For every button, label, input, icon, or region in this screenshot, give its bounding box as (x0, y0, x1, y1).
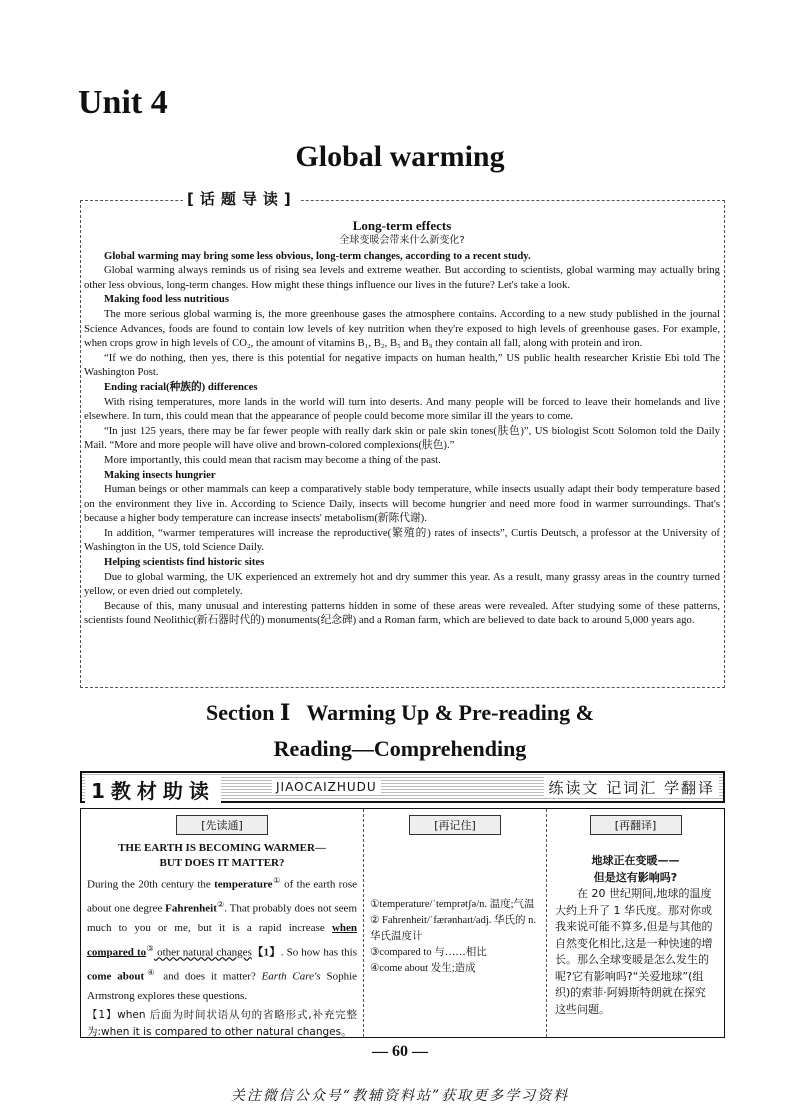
passage-text: of the earth rose about one degree (87, 878, 357, 915)
passage-title-line1: THE EARTH IS BECOMING WARMER— (118, 842, 326, 854)
passage-text: . So how has this (280, 946, 358, 959)
textbook-banner (80, 771, 725, 803)
vocab-item: ② Fahrenheit/ˈfærənhaɪt/adj. 华氏的 n. 华氏温度计 (370, 915, 537, 942)
grammar-note: 【1】when 后面为时间状语从句的省略形式,补充完整为:when it is compared to other natural changes。 (87, 1008, 357, 1038)
passage-italic: Earth Care's (261, 970, 321, 983)
main-title: Global warming (295, 140, 505, 173)
article-paragraph: Because of this, many unusual and interesting patterns hidden in some of these areas were revealed. After studying some of these patterns, scientists found Neolithic(新石器时代的) monuments(纪念碑) and a Roman farm, which are believed to date back to around 5,000 years ago. (84, 599, 720, 627)
banner-tagline: 练读文 记词汇 学翻译 (544, 777, 719, 798)
section-title-line1: Section Ⅰ Warming Up & Pre-reading & (206, 700, 594, 725)
article-heading: Making food less nutritious (104, 293, 230, 306)
footer-note: 关注微信公众号“教辅资料站”获取更多学习资料 (230, 1088, 570, 1104)
vocab-fahrenheit: Fahrenheit (165, 902, 217, 915)
article-paragraph: Global warming always reminds us of rising sea levels and extreme weather. But according to scientists, global warming may actually bring other less obvious, long-term changes. How might these things influence our lives in the future? Let's take a look. (84, 264, 720, 291)
passage-body: During the 20th century the temperature① of the earth rose about one degree Fahrenheit②. That probably does not seem much to you or me, but it is a rapid increase when compared to③ other natural changes【1】. So how has this come about④ and does it matter? Earth Care's Sophie Armstrong explores these questions. (87, 876, 358, 1003)
passage-text: Sophie Armstrong explores these questions. (87, 970, 358, 1003)
article-paragraph: “In just 125 years, there may be far fewer people with really dark skin or pale skin tones(肤色)”, US biologist Scott Solomon told the Daily Mail. “More and more people will have olive and brown-colored complexions(肤色).” (84, 424, 720, 452)
translation (547, 835, 724, 1018)
column-head-read: [先读通] (176, 815, 268, 835)
article-subtitle: 全球变暖会带来什么新变化? (339, 235, 465, 246)
unit-title: Unit 4 (78, 84, 168, 121)
vocab-item: ①temperature/ˈtemprətʃə/n. 温度;气温 (370, 899, 535, 910)
article-paragraph: “If we do nothing, then yes, there is this potential for negative impacts on human health,” US public health researcher Kristie Ebi told The Washington Post. (84, 351, 720, 379)
article-paragraph: More importantly, this could mean that racism may become a thing of the past. (104, 453, 441, 466)
passage-text: During the 20th century the (87, 878, 215, 891)
passage-text: and does it matter? (157, 970, 262, 983)
article-paragraph: With rising temperatures, more lands in the world will turn into deserts. And many people will be forced to leave their homelands and live elsewhere. In turn, this could mean that the appearance of people could become more similar ill the years to come. (84, 395, 720, 423)
reading-columns (80, 808, 725, 1038)
vocab-compared-to: when compared to (87, 922, 357, 959)
note-marker: 【1】 (251, 946, 281, 959)
translation-title-line1: 地球正在变暖—— (591, 854, 680, 867)
reading-passage (81, 835, 363, 1041)
column-head-remember: [再记住] (409, 815, 501, 835)
column-read (81, 809, 364, 1037)
vocab-list (364, 835, 546, 977)
column-translate (547, 809, 724, 1037)
article-paragraph: Human beings or other mammals can keep a comparatively stable body temperature, while insects usually adapt their body temperature based on the environment they live in. According to Science Daily, insects will become hungrier and need more food in warmer surroundings. That's because a higher body temperature can increase insects' metabolism(新陈代谢). (84, 483, 720, 525)
topic-article (84, 218, 720, 628)
article-paragraph: The more serious global warming is, the more greenhouse gases the atmosphere contains. According to a new study published in the journal Science Advances, foods are found to contain low levels of key nutrition when they're exposed to high levels of greenhouse gases. For example, when crops grow in high levels of CO₂, the amount of vitamins B₁, B₂, B₅ and B₉ they contain all fall, along with protein and iron. (84, 307, 720, 350)
article-heading: Helping scientists find historic sites (104, 556, 265, 569)
column-head-translate: [再翻译] (590, 815, 682, 835)
banner-label: 1教材助读 (85, 775, 221, 804)
article-paragraph: Due to global warming, the UK experienced an extremely hot and dry summer this year. As a result, many grassy areas in the country turned yellow, or even dried out completely. (84, 570, 720, 598)
article-title: Long-term effects (352, 218, 452, 233)
section-title-line2: Reading—Comprehending (273, 736, 527, 761)
article-heading: Ending racial(种族的) differences (104, 380, 258, 393)
passage-text: other natural changes (153, 946, 252, 959)
vocab-come-about: come about (87, 970, 145, 983)
vocab-temperature: temperature (214, 878, 273, 891)
passage-text: . That probably does not seem much to you or me, but it is a rapid increase (87, 902, 357, 935)
article-heading: Making insects hungrier (104, 468, 216, 481)
translation-body: 在 20 世纪期间,地球的温度大约上升了 1 华氏度。那对你或我来说可能不算多,但是与其他的自然变化相比,这是一种快速的增长。那么全球变暖是怎么发生的呢?它有影响吗?“关爱地球”(组织)的索菲·阿姆斯特朗就在探究这些问题。 (555, 887, 713, 1016)
translation-title-line2: 但是这有影响吗? (593, 870, 678, 884)
column-remember (364, 809, 547, 1037)
article-paragraph: In addition, “warmer temperatures will increase the reproductive(繁殖的) rates of insects”, Curtis Deutsch, a professor at the University of Washington in the US, told Science Daily. (84, 526, 720, 554)
article-lead: Global warming may bring some less obvious, long-term changes, according to a recent study. (104, 249, 531, 262)
vocab-item: ④come about 发生;造成 (370, 963, 476, 974)
page-number: — 60 — (372, 1043, 428, 1060)
banner-pinyin: JIAOCAIZHUDU (272, 780, 381, 794)
topic-label: [话题导读] (183, 188, 301, 209)
passage-title-line2: BUT DOES IT MATTER? (159, 857, 285, 869)
topic-label-text: 话题导读 (199, 190, 284, 208)
vocab-item: ③compared to 与……相比 (370, 947, 487, 958)
